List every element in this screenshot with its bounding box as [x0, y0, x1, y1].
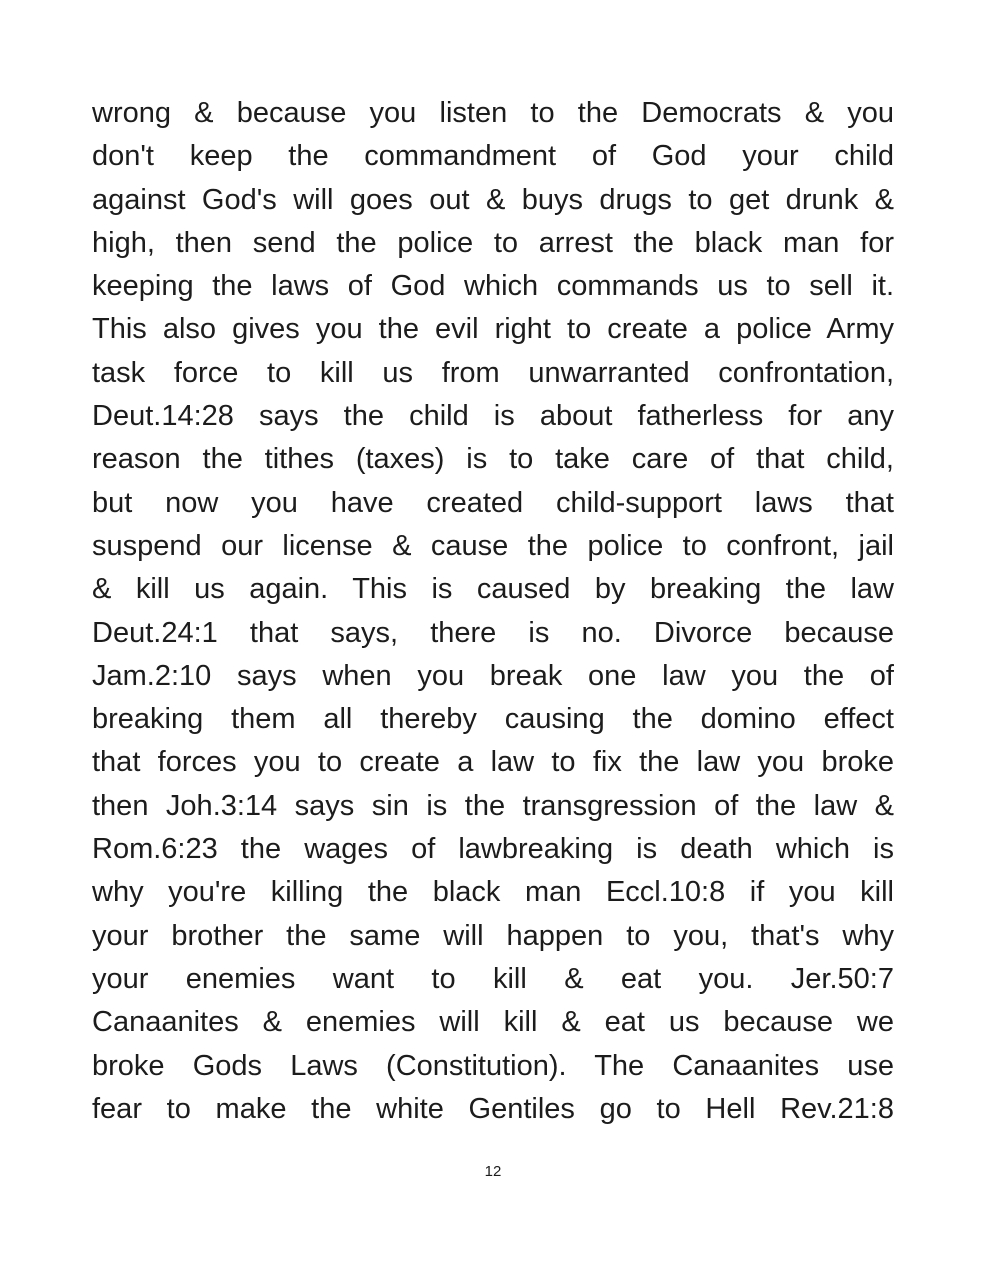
- text-line: why you're killing the black man Eccl.10:8 if you kill: [92, 876, 894, 909]
- text-line: Deut.24:1 that says, there is no. Divorce because: [92, 616, 894, 649]
- text-line: task force to kill us from unwarranted confrontation,: [92, 356, 894, 389]
- text-line: don't keep the commandment of God your child: [92, 140, 894, 173]
- text-line: against God's will goes out & buys drugs to get drunk &: [92, 183, 894, 216]
- text-line: suspend our license & cause the police to confront, jail: [92, 529, 894, 562]
- text-line: broke Gods Laws (Constitution). The Canaanites use: [92, 1049, 894, 1082]
- page-number: 12: [484, 1163, 502, 1180]
- text-line: & kill us again. This is caused by breaking the law: [92, 573, 894, 606]
- text-line: This also gives you the evil right to create a police Army: [92, 313, 894, 346]
- body-text: [92, 92, 894, 1131]
- text-line: Rom.6:23 the wages of lawbreaking is death which is: [92, 833, 894, 866]
- text-line: breaking them all thereby causing the domino effect: [92, 703, 894, 736]
- text-line: Jam.2:10 says when you break one law you the of: [92, 659, 894, 692]
- text-line: keeping the laws of God which commands us to sell it.: [92, 270, 894, 303]
- text-line: your brother the same will happen to you, that's why: [92, 919, 894, 952]
- text-line: that forces you to create a law to fix the law you broke: [92, 746, 894, 779]
- text-line: fear to make the white Gentiles go to Hell Rev.21:8: [92, 1092, 894, 1125]
- text-line: wrong & because you listen to the Democrats & you: [92, 97, 894, 129]
- text-line: Canaanites & enemies will kill & eat us because we: [92, 1006, 894, 1039]
- text-line: Deut.14:28 says the child is about fatherless for any: [92, 400, 894, 433]
- text-line: high, then send the police to arrest the black man for: [92, 226, 894, 259]
- text-line: but now you have created child-support laws that: [92, 486, 894, 519]
- text-line: your enemies want to kill & eat you. Jer.50:7: [92, 962, 894, 995]
- text-line: reason the tithes (taxes) is to take care of that child,: [92, 443, 894, 476]
- text-line: then Joh.3:14 says sin is the transgression of the law &: [92, 789, 894, 822]
